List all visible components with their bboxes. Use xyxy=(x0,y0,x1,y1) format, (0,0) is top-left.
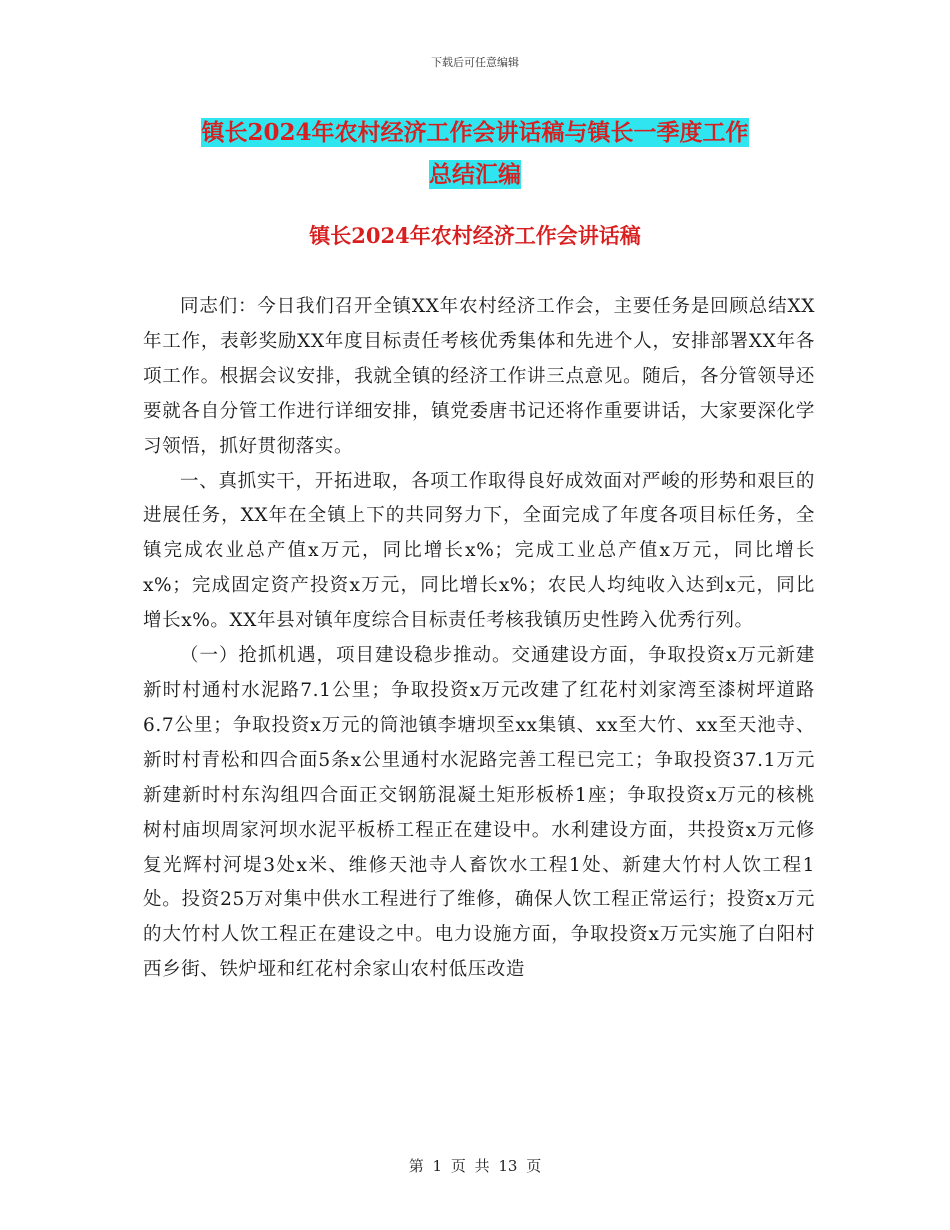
paragraph: 一、真抓实干，开拓进取，各项工作取得良好成效面对严峻的形势和艰巨的进展任务，XX年在全镇上下的共同努力下，全面完成了年度各项目标任务，全镇完成农业总产值x万元，同比增长x%；完成工业总产值x万元，同比增长x%；完成固定资产投资x万元，同比增长x%；农民人均纯收入达到x元，同比增长x%。XX年县对镇年度综合目标责任考核我镇历史性跨入优秀行列。 xyxy=(143,470,815,632)
paragraph: 同志们：今日我们召开全镇XX年农村经济工作会，主要任务是回顾总结XX年工作，表彰奖励XX年度目标责任考核优秀集体和先进个人，安排部署XX年各项工作。根据会议安排，我就全镇的经济工作讲三点意见。随后，各分管领导还要就各自分管工作进行详细安排，镇党委唐书记还将作重要讲话，大家要深化学习领悟，抓好贯彻落实。 xyxy=(143,296,815,457)
document-title xyxy=(120,112,830,196)
title-line-1: 镇长2024年农村经济工作会讲话稿与镇长一季度工作 xyxy=(201,119,749,146)
title-line-2: 总结汇编 xyxy=(429,161,521,188)
paragraph: （一）抢抓机遇，项目建设稳步推动。交通建设方面，争取投资x万元新建新时村通村水泥路7.1公里；争取投资x万元改建了红花村刘家湾至漆树坪道路6.7公里；争取投资x万元的筒池镇李塘坝至xx集镇、xx至大竹、xx至天池寺、新时村青松和四合面5条x公里通村水泥路完善工程已完工；争取投资37.1万元新建新时村东沟组四合面正交钢筋混凝土矩形板桥1座；争取投资x万元的核桃树村庙坝周家河坝水泥平板桥工程正在建设中。水利建设方面，共投资x万元修复光辉村河堤3处x米、维修天池寺人畜饮水工程1处、新建大竹村人饮工程1处。投资25万对集中供水工程进行了维修，确保人饮工程正常运行；投资x万元的大竹村人饮工程正在建设之中。电力设施方面，争取投资x万元实施了白阳村西乡街、铁炉垭和红花村余家山农村低压改造 xyxy=(143,645,815,981)
header-note: 下载后可任意编辑 xyxy=(431,56,519,69)
page-footer: 第 1 页 共 13 页 xyxy=(408,1157,542,1175)
document-body xyxy=(143,290,815,988)
section-title: 镇长2024年农村经济工作会讲话稿 xyxy=(309,223,641,248)
